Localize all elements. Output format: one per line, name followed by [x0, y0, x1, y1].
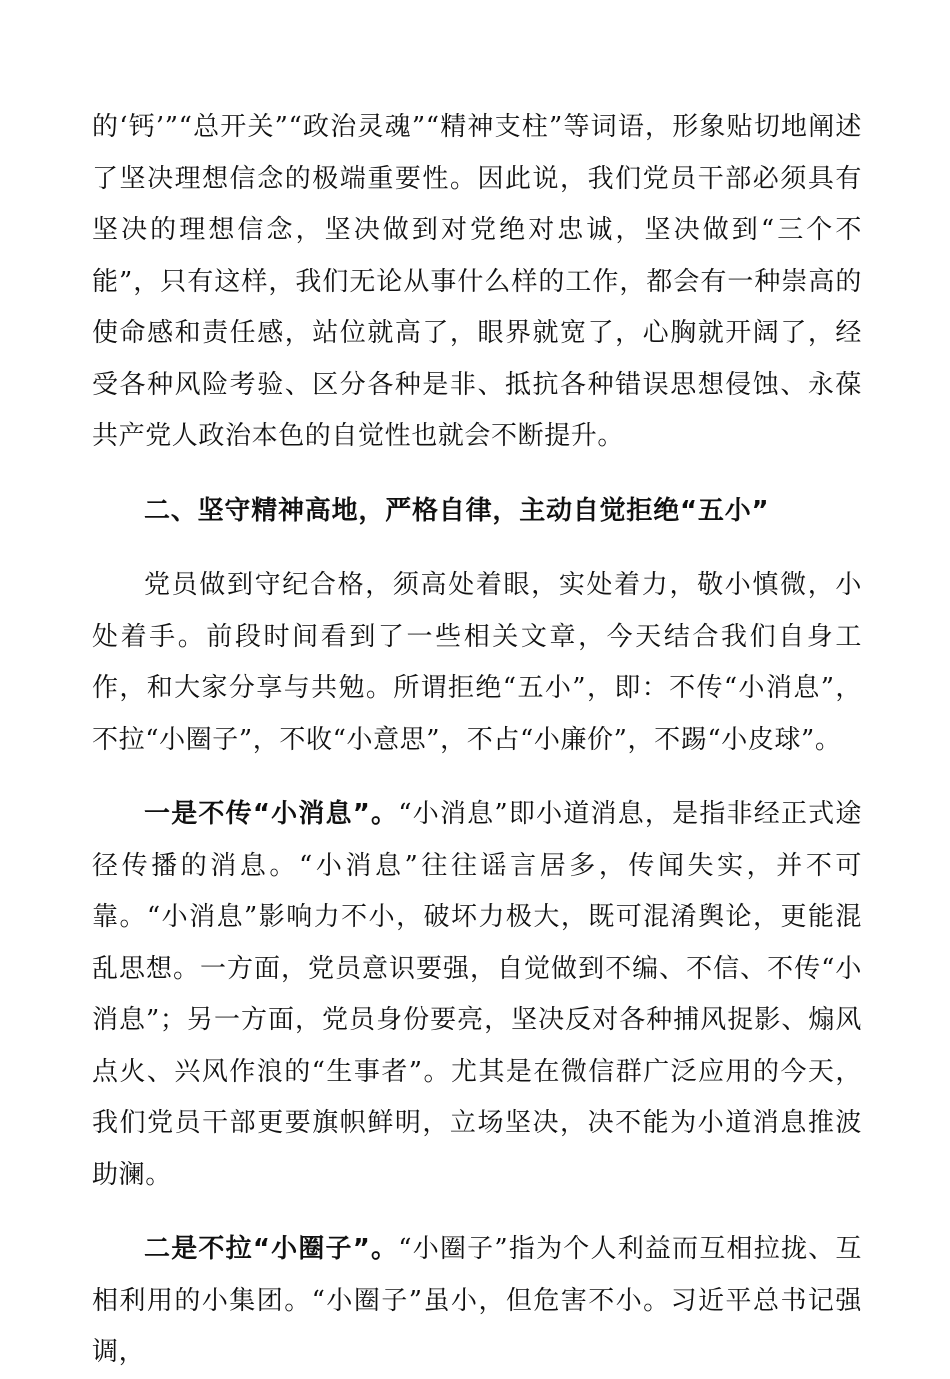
- paragraph-spacer: [92, 1201, 862, 1224]
- paragraph-spacer: [92, 766, 862, 789]
- paragraph-lead-small-circle: 二是不拉“小圈子”。: [144, 1234, 399, 1264]
- document-body: [92, 102, 862, 1379]
- paragraph-ideals-conclusion: 的‘钙’”“总开关”“政治灵魂”“精神支柱”等词语，形象贴切地阐述了坚决理想信念的极端重要性。因此说，我们党员干部必须具有坚决的理想信念，坚决做到对党绝对忠诚，坚决做到“三个不能”，只有这样，我们无论从事什么样的工作，都会有一种崇高的使命感和责任感，站位就高了，眼界就宽了，心胸就开阔了，经受各种风险考验、区分各种是非、抵抗各种错误思想侵蚀、永葆共产党人政治本色的自觉性也就会不断提升。: [92, 112, 862, 451]
- paragraph-body-small-news: “小消息”即小道消息，是指非经正式途径传播的消息。“小消息”往往谣言居多，传闻失实，并不可靠。“小消息”影响力不小，破坏力极大，既可混淆舆论，更能混乱思想。一方面，党员意识要强，自觉做到不编、不信、不传“小消息”；另一方面，党员身份要亮，坚决反对各种捕风捉影、煽风点火、兴风作浪的“生事者”。尤其是在微信群广泛应用的今天，我们党员干部更要旗帜鲜明，立场坚决，决不能为小道消息推波助澜。: [92, 799, 862, 1190]
- paragraph-small-circle: [92, 1224, 862, 1379]
- paragraph-body-small-circle: “小圈子”指为个人利益而互相拉拢、互相利用的小集团。“小圈子”虽小，但危害不小。习近平总书记强调，: [92, 1234, 862, 1367]
- section-heading-five-smalls: 二、坚守精神高地，严格自律，主动自觉拒绝“五小”: [144, 495, 770, 526]
- paragraph-small-news: [92, 789, 862, 1201]
- paragraph-five-smalls-intro: 党员做到守纪合格，须高处着眼，实处着力，敬小慎微，小处着手。前段时间看到了一些相关文章，今天结合我们自身工作，和大家分享与共勉。所谓拒绝“五小”，即：不传“小消息”，不拉“小圈子”，不收“小意思”，不占“小廉价”，不踢“小皮球”。: [92, 570, 862, 755]
- paragraph-spacer: [92, 463, 862, 486]
- paragraph-spacer: [92, 537, 862, 560]
- paragraph-lead-small-news: 一是不传“小消息”。: [144, 799, 399, 829]
